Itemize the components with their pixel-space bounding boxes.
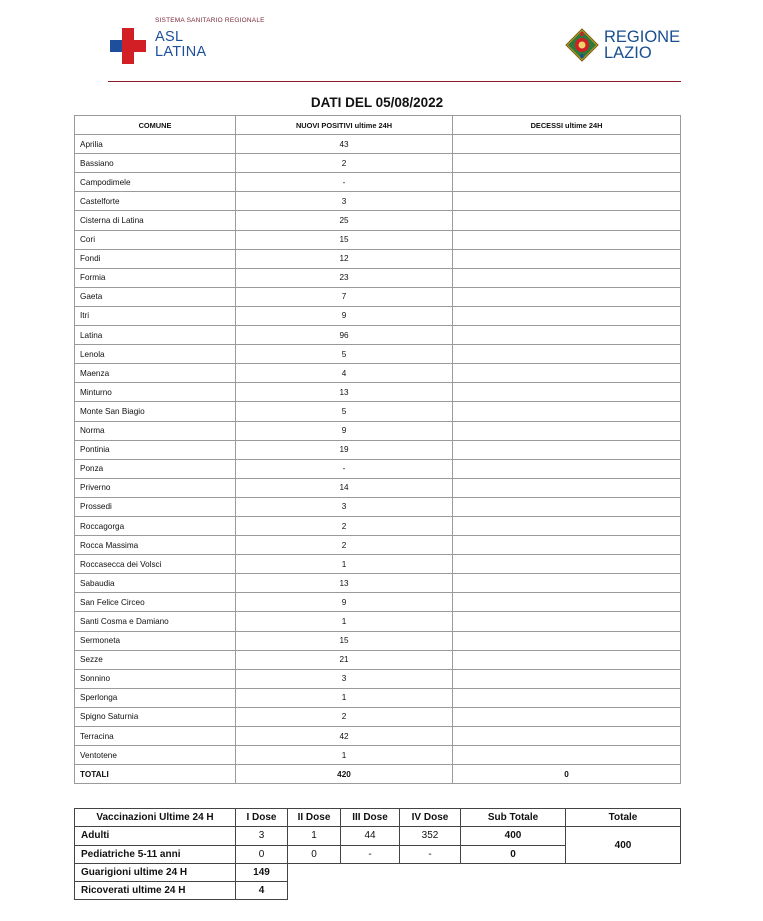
cell-positivi: 2 <box>236 536 453 555</box>
cell-positivi: 2 <box>236 516 453 535</box>
table-row <box>75 516 681 535</box>
cell-decessi <box>453 536 681 555</box>
vax-adulti-i: 3 <box>236 827 288 845</box>
cell-decessi <box>453 345 681 364</box>
cell-decessi <box>453 364 681 383</box>
vax-totale: 400 <box>566 827 681 864</box>
table-header-row <box>75 116 681 135</box>
cell-decessi <box>453 440 681 459</box>
vax-header-title: Vaccinazioni Ultime 24 H <box>75 809 236 827</box>
cell-decessi <box>453 287 681 306</box>
vax-header-row <box>75 809 681 827</box>
header-comune: COMUNE <box>75 116 236 135</box>
cell-decessi <box>453 192 681 211</box>
cell-positivi: 42 <box>236 727 453 746</box>
cell-comune: Gaeta <box>75 287 236 306</box>
cell-comune: Ventotene <box>75 746 236 765</box>
vax-adulti-ii: 1 <box>288 827 341 845</box>
table-row <box>75 612 681 631</box>
cell-comune: Santi Cosma e Damiano <box>75 612 236 631</box>
cell-decessi <box>453 402 681 421</box>
header-positivi: NUOVI POSITIVI ultime 24H <box>236 116 453 135</box>
table-row <box>75 345 681 364</box>
cell-decessi <box>453 688 681 707</box>
table-row <box>75 364 681 383</box>
cell-positivi: 43 <box>236 135 453 154</box>
page-header <box>0 0 763 82</box>
table-row <box>75 555 681 574</box>
cell-decessi <box>453 631 681 650</box>
cell-positivi: 14 <box>236 478 453 497</box>
table-row <box>75 631 681 650</box>
table-row <box>75 402 681 421</box>
cell-decessi <box>453 154 681 173</box>
cell-positivi: 7 <box>236 287 453 306</box>
cell-decessi <box>453 135 681 154</box>
cell-positivi: 1 <box>236 688 453 707</box>
header-decessi: DECESSI ultime 24H <box>453 116 681 135</box>
cell-comune: Sperlonga <box>75 688 236 707</box>
vax-label-adulti: Adulti <box>75 827 236 845</box>
guarigioni-row <box>75 863 681 881</box>
cell-decessi <box>453 707 681 726</box>
cell-positivi: 2 <box>236 154 453 173</box>
cell-positivi: 3 <box>236 669 453 688</box>
cell-decessi <box>453 650 681 669</box>
cell-comune: Ponza <box>75 459 236 478</box>
table-row <box>75 421 681 440</box>
cell-decessi <box>453 516 681 535</box>
table-row <box>75 536 681 555</box>
cell-decessi <box>453 306 681 325</box>
cell-positivi: 13 <box>236 574 453 593</box>
totals-decessi: 0 <box>453 765 681 784</box>
cell-decessi <box>453 574 681 593</box>
cell-comune: Prossedi <box>75 497 236 516</box>
cell-comune: Aprilia <box>75 135 236 154</box>
cell-comune: Roccagorga <box>75 516 236 535</box>
vax-pediatriche-i: 0 <box>236 845 288 863</box>
cell-positivi: 19 <box>236 440 453 459</box>
cell-positivi: 9 <box>236 306 453 325</box>
cell-positivi: 5 <box>236 345 453 364</box>
cell-decessi <box>453 326 681 345</box>
vaccinazioni-table <box>74 808 681 900</box>
cell-decessi <box>453 173 681 192</box>
vax-adulti-sub: 400 <box>461 827 566 845</box>
cell-comune: Sezze <box>75 650 236 669</box>
positivi-table <box>74 115 681 784</box>
table-row <box>75 727 681 746</box>
cell-positivi: 13 <box>236 383 453 402</box>
table-row <box>75 746 681 765</box>
cell-comune: Norma <box>75 421 236 440</box>
cell-comune: San Felice Circeo <box>75 593 236 612</box>
table-row <box>75 249 681 268</box>
table-row <box>75 173 681 192</box>
vax-header-totale: Totale <box>566 809 681 827</box>
cell-decessi <box>453 555 681 574</box>
cell-decessi <box>453 421 681 440</box>
vax-adulti-iv: 352 <box>400 827 461 845</box>
cell-comune: Fondi <box>75 249 236 268</box>
asl-logo-text: ASL LATINA <box>155 29 207 60</box>
cell-positivi: 1 <box>236 746 453 765</box>
cell-comune: Latina <box>75 326 236 345</box>
vax-label-pediatriche: Pediatriche 5-11 anni <box>75 845 236 863</box>
cell-comune: Sonnino <box>75 669 236 688</box>
ricoverati-label: Ricoverati ultime 24 H <box>75 882 236 900</box>
page-title: DATI DEL 05/08/2022 <box>310 95 444 110</box>
cell-decessi <box>453 211 681 230</box>
asl-cross-icon <box>110 28 146 64</box>
guarigioni-label: Guarigioni ultime 24 H <box>75 863 236 881</box>
cell-decessi <box>453 230 681 249</box>
cell-decessi <box>453 497 681 516</box>
cell-decessi <box>453 727 681 746</box>
guarigioni-value: 149 <box>236 863 288 881</box>
table-row <box>75 287 681 306</box>
cell-positivi: 3 <box>236 497 453 516</box>
cell-comune: Monte San Biagio <box>75 402 236 421</box>
cell-comune: Minturno <box>75 383 236 402</box>
vax-pediatriche-iv: - <box>400 845 461 863</box>
cell-comune: Sabaudia <box>75 574 236 593</box>
cell-positivi: 9 <box>236 593 453 612</box>
table-row <box>75 192 681 211</box>
table-row <box>75 497 681 516</box>
vax-header-subtotale: Sub Totale <box>461 809 566 827</box>
cell-comune: Rocca Massima <box>75 536 236 555</box>
table-row <box>75 306 681 325</box>
cell-comune: Formia <box>75 268 236 287</box>
cell-decessi <box>453 593 681 612</box>
cell-comune: Bassiano <box>75 154 236 173</box>
cell-comune: Maenza <box>75 364 236 383</box>
cell-decessi <box>453 268 681 287</box>
cell-positivi: 23 <box>236 268 453 287</box>
table-row <box>75 326 681 345</box>
cell-comune: Castelforte <box>75 192 236 211</box>
cell-comune: Campodimele <box>75 173 236 192</box>
cell-decessi <box>453 746 681 765</box>
cell-positivi: 3 <box>236 192 453 211</box>
vax-header-iv-dose: IV Dose <box>400 809 461 827</box>
vax-header-i-dose: I Dose <box>236 809 288 827</box>
table-row <box>75 211 681 230</box>
totals-label: TOTALI <box>75 765 236 784</box>
table-body <box>75 135 681 784</box>
regione-lazio-emblem-icon <box>565 28 599 62</box>
ricoverati-value: 4 <box>236 882 288 900</box>
cell-comune: Pontinia <box>75 440 236 459</box>
cell-decessi <box>453 669 681 688</box>
cell-comune: Lenola <box>75 345 236 364</box>
table-row <box>75 440 681 459</box>
cell-decessi <box>453 612 681 631</box>
cell-positivi: 15 <box>236 631 453 650</box>
cell-positivi: 5 <box>236 402 453 421</box>
cell-comune: Terracina <box>75 727 236 746</box>
vax-row-adulti <box>75 827 681 845</box>
table-row <box>75 650 681 669</box>
cell-positivi: 9 <box>236 421 453 440</box>
cell-positivi: 1 <box>236 555 453 574</box>
totals-positivi: 420 <box>236 765 453 784</box>
cell-positivi: 2 <box>236 707 453 726</box>
table-row <box>75 478 681 497</box>
cell-positivi: 21 <box>236 650 453 669</box>
table-row <box>75 383 681 402</box>
cell-positivi: 4 <box>236 364 453 383</box>
asl-subtitle: SISTEMA SANITARIO REGIONALE <box>155 17 265 24</box>
vax-pediatriche-iii: - <box>341 845 400 863</box>
vax-header-iii-dose: III Dose <box>341 809 400 827</box>
vax-adulti-iii: 44 <box>341 827 400 845</box>
vax-pediatriche-ii: 0 <box>288 845 341 863</box>
cell-comune: Cisterna di Latina <box>75 211 236 230</box>
cell-positivi: - <box>236 459 453 478</box>
cell-positivi: 12 <box>236 249 453 268</box>
cell-decessi <box>453 249 681 268</box>
cell-positivi: 25 <box>236 211 453 230</box>
cell-comune: Itri <box>75 306 236 325</box>
cell-decessi <box>453 478 681 497</box>
header-divider <box>108 81 681 82</box>
table-row <box>75 688 681 707</box>
table-row <box>75 268 681 287</box>
vax-pediatriche-sub: 0 <box>461 845 566 863</box>
totals-row <box>75 765 681 784</box>
table-row <box>75 707 681 726</box>
cell-positivi: 96 <box>236 326 453 345</box>
ricoverati-row <box>75 882 681 900</box>
cell-comune: Cori <box>75 230 236 249</box>
cell-decessi <box>453 459 681 478</box>
table-row <box>75 135 681 154</box>
table-row <box>75 230 681 249</box>
table-row <box>75 574 681 593</box>
cell-comune: Priverno <box>75 478 236 497</box>
cell-positivi: - <box>236 173 453 192</box>
cell-comune: Sermoneta <box>75 631 236 650</box>
table-row <box>75 459 681 478</box>
cell-comune: Spigno Saturnia <box>75 707 236 726</box>
table-row <box>75 593 681 612</box>
table-row <box>75 154 681 173</box>
vax-header-ii-dose: II Dose <box>288 809 341 827</box>
table-row <box>75 669 681 688</box>
cell-positivi: 15 <box>236 230 453 249</box>
cell-positivi: 1 <box>236 612 453 631</box>
regione-lazio-text: REGIONE LAZIO <box>604 28 681 62</box>
cell-comune: Roccasecca dei Volsci <box>75 555 236 574</box>
cell-decessi <box>453 383 681 402</box>
